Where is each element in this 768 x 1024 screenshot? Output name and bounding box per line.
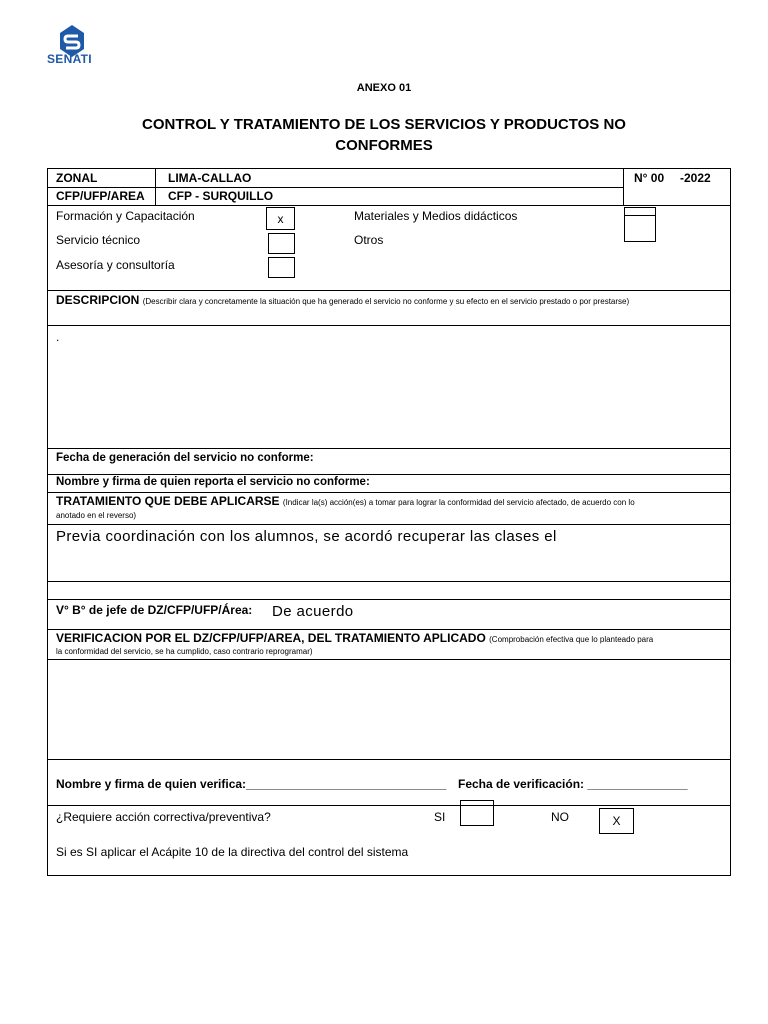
option-materiales-checkbox[interactable]	[624, 207, 656, 242]
title-line-2: CONFORMES	[335, 137, 433, 154]
descripcion-label: DESCRIPCION	[56, 293, 140, 307]
area-label: CFP/UFP/AREA	[56, 189, 145, 203]
option-servicio-tecnico-checkbox[interactable]	[268, 233, 295, 254]
tratamiento-label: TRATAMIENTO QUE DEBE APLICARSE	[56, 494, 280, 508]
page-title	[100, 114, 668, 156]
no-checkbox[interactable]: X	[599, 808, 634, 834]
fecha-generacion-label: Fecha de generación del servicio no conforme:	[56, 452, 314, 464]
verificacion-note-2: la conformidad del servicio, se ha cumplido, caso contrario reprogramar)	[56, 647, 313, 656]
option-materiales-label: Materiales y Medios didácticos	[354, 209, 518, 223]
number-year: -2022	[680, 171, 711, 185]
tratamiento-heading	[56, 494, 635, 508]
zonal-label: ZONAL	[56, 171, 98, 185]
verificacion-note-1: (Comprobación efectiva que lo planteado para	[489, 635, 654, 644]
vb-label: V° B° de jefe de DZ/CFP/UFP/Área:	[56, 603, 253, 617]
tratamiento-note-2: anotado en el reverso)	[56, 511, 137, 520]
tratamiento-value[interactable]: Previa coordinación con los alumnos, se acordó recuperar las clases el	[56, 528, 557, 545]
si-checkbox[interactable]	[460, 800, 494, 826]
option-formacion-checkbox[interactable]: x	[266, 207, 295, 230]
requiere-label: ¿Requiere acción correctiva/preventiva?	[56, 810, 271, 824]
fecha-verificacion-label: Fecha de verificación: _______________	[458, 777, 688, 791]
si-label: SI	[434, 810, 446, 824]
annex-label: ANEXO 01	[356, 82, 412, 94]
descripcion-value[interactable]: .	[56, 330, 60, 344]
acapite-text: Si es SI aplicar el Acápite 10 de la directiva del control del sistema	[56, 845, 409, 859]
option-servicio-tecnico-label: Servicio técnico	[56, 233, 141, 247]
no-label: NO	[551, 810, 569, 824]
number-label: N° 00	[634, 171, 665, 185]
option-asesoria-checkbox[interactable]	[268, 257, 295, 278]
descripcion-heading	[56, 293, 629, 307]
tratamiento-note-1: (Indicar la(s) acción(es) a tomar para lograr la conformidad del servicio afectado, de acuerdo con lo	[282, 498, 635, 507]
option-formacion-label: Formación y Capacitación	[56, 209, 195, 223]
form-table	[47, 168, 731, 876]
verificacion-heading	[56, 631, 653, 645]
vb-value[interactable]: De acuerdo	[272, 603, 354, 620]
zonal-value: LIMA-CALLAO	[168, 171, 252, 185]
option-asesoria-label: Asesoría y consultoría	[56, 258, 175, 272]
nombre-reporta-label: Nombre y firma de quien reporta el servicio no conforme:	[56, 476, 370, 488]
verificacion-label: VERIFICACION POR EL DZ/CFP/UFP/AREA, DEL TRATAMIENTO APLICADO	[56, 631, 486, 645]
title-line-1: CONTROL Y TRATAMIENTO DE LOS SERVICIOS Y PRODUCTOS NO	[142, 116, 626, 133]
area-value: CFP - SURQUILLO	[168, 189, 274, 203]
descripcion-note: (Describir clara y concretamente la situación que ha generado el servicio no conforme y su efecto en el servicio prestado o por prestarse)	[142, 297, 630, 306]
nombre-verifica-label: Nombre y firma de quien verifica:______________________________	[56, 777, 447, 791]
logo-text: SENATI	[47, 52, 92, 66]
option-otros-label: Otros	[354, 233, 384, 247]
